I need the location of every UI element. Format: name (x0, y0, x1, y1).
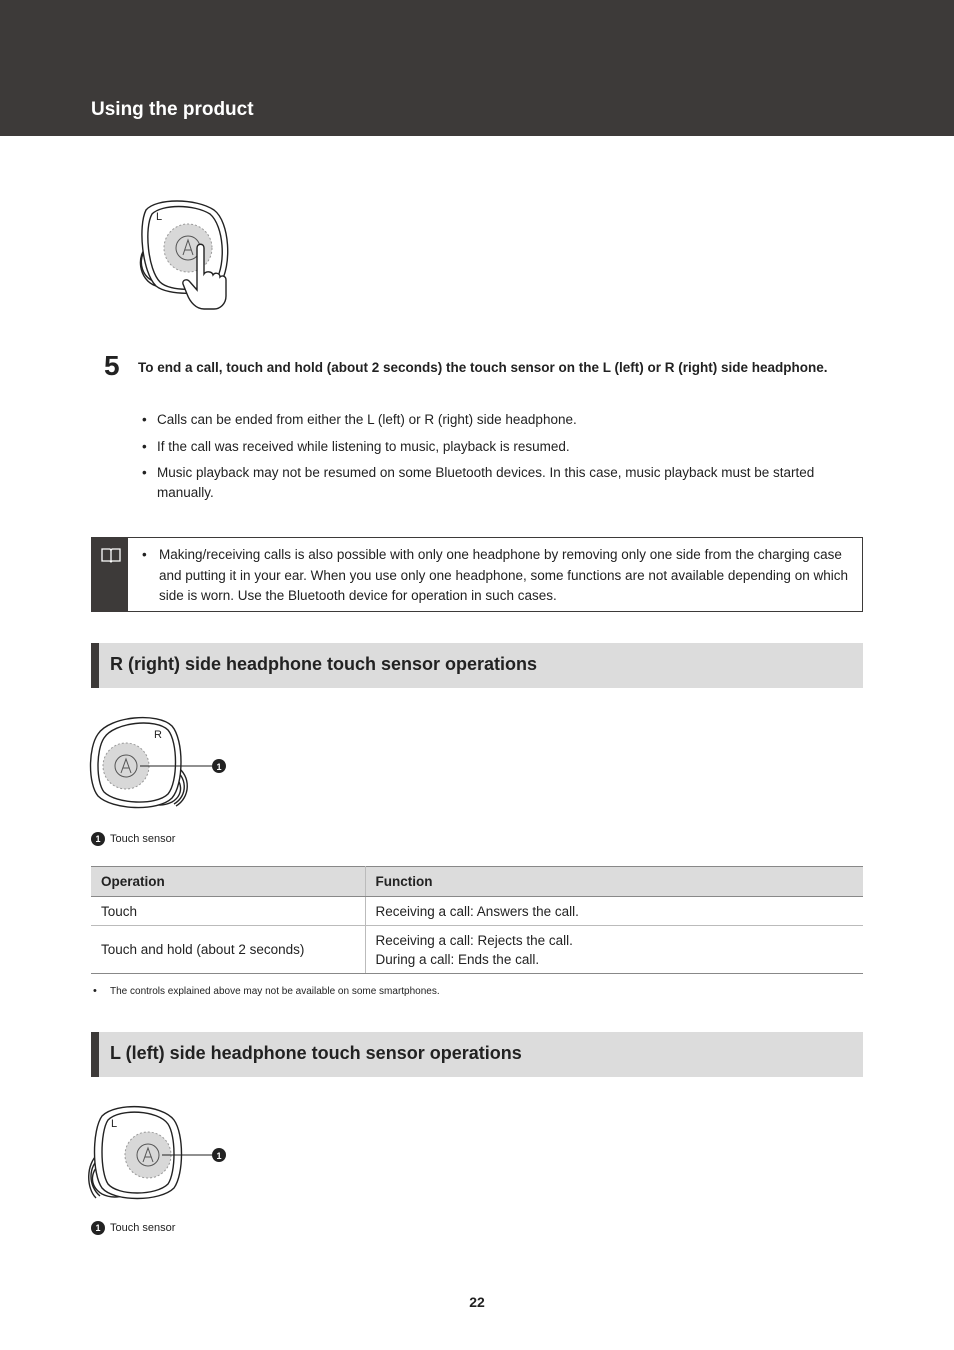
earbud-touch-illustration (134, 196, 234, 312)
callout-number: 1 (216, 1151, 222, 1161)
callout-number: 1 (216, 762, 222, 772)
table-cell (365, 926, 863, 974)
caption-number: 1 (91, 832, 105, 846)
section-header-right (91, 643, 863, 688)
step-bullets (157, 410, 867, 510)
left-earbud-illustration (88, 1102, 233, 1202)
page-header (0, 0, 954, 136)
side-label: R (154, 729, 162, 741)
note-text: • Making/receiving calls is also possible with only one headphone by removing only one side from the charging case and putting it in your ear. When you use only one headphone, some functions are not available depending on which side is worn. Use the Bluetooth device for operation in such cases. (159, 545, 864, 607)
table-cell: Touch and hold (about 2 seconds) (91, 926, 365, 974)
operations-table (91, 866, 863, 974)
table-footnote: • The controls explained above may not be available on some smartphones. (110, 986, 440, 997)
note-sidebar (92, 538, 128, 611)
section-title: R (right) side headphone touch sensor operations (110, 654, 538, 674)
table-header: Function (365, 867, 863, 897)
right-earbud-illustration (88, 712, 233, 812)
table-row (91, 926, 863, 974)
note-box (91, 537, 863, 612)
caption-text: Touch sensor (110, 1222, 176, 1234)
bullet-item: • Music playback may not be resumed on some Bluetooth devices. In this case, music playback must be started manually. (157, 463, 867, 503)
bullet-item: • Calls can be ended from either the L (left) or R (right) side headphone. (157, 410, 867, 430)
book-icon (101, 547, 121, 563)
page-number: 22 (469, 1294, 485, 1310)
cell-line: Receiving a call: Rejects the call. (375, 932, 573, 948)
section-header-left (91, 1032, 863, 1077)
cell-line: During a call: Ends the call. (375, 951, 540, 967)
side-label: L (156, 211, 163, 223)
caption-left (91, 1221, 175, 1235)
caption-number: 1 (91, 1221, 105, 1235)
caption-text: Touch sensor (110, 833, 176, 845)
caption-right (91, 832, 175, 846)
table-header: Operation (91, 867, 365, 897)
table-cell: Touch (91, 897, 365, 926)
table-header-row (91, 867, 863, 897)
step-number: 5 (104, 350, 120, 381)
table-row (91, 897, 863, 926)
cell-line: Receiving a call: Answers the call. (375, 903, 579, 919)
table-cell (365, 897, 863, 926)
step-instruction: To end a call, touch and hold (about 2 seconds) the touch sensor on the L (left) or R (right) side headphone. (138, 360, 828, 375)
side-label: L (111, 1118, 118, 1130)
bullet-item: • If the call was received while listening to music, playback is resumed. (157, 437, 867, 457)
header-title: Using the product (91, 99, 254, 120)
section-title: L (left) side headphone touch sensor operations (110, 1043, 522, 1063)
